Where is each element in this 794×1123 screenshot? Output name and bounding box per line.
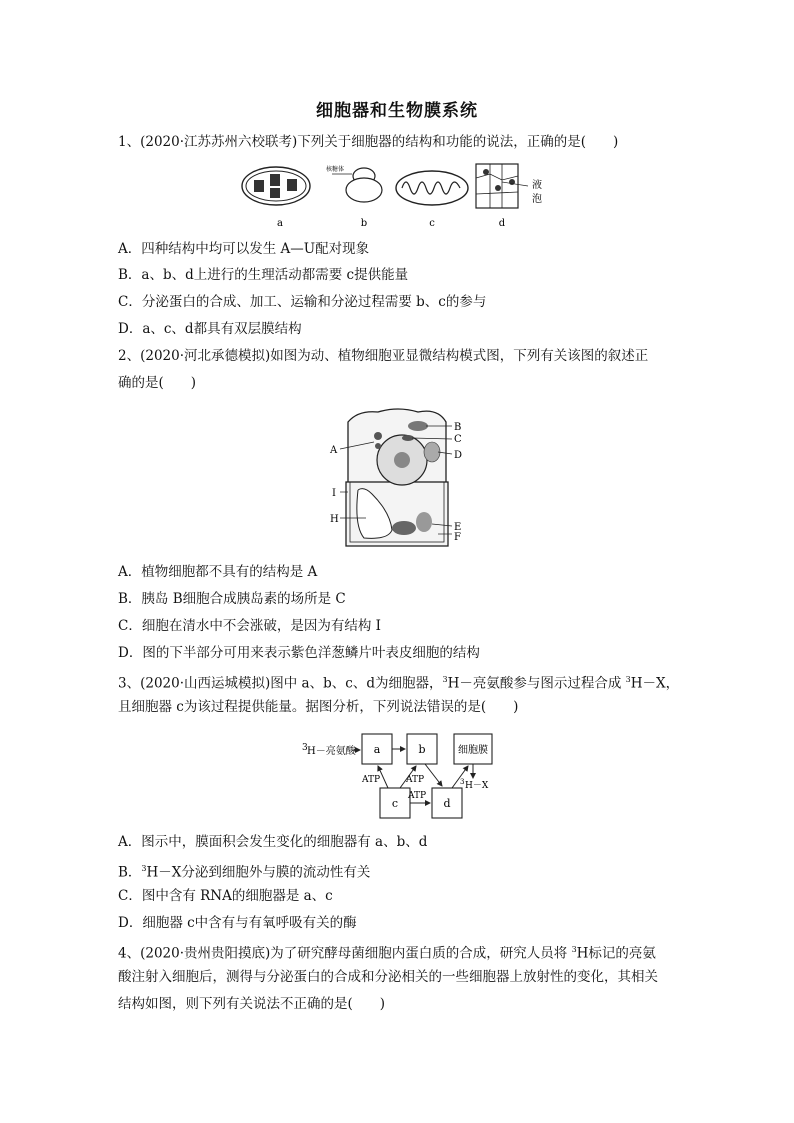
q3-stem-part3: H－X，	[630, 675, 680, 692]
q3-isotope-sup-1: 3	[442, 675, 448, 684]
q2-cell-figure	[328, 402, 468, 552]
q3-stem-part1: 3、(2020·山西运城模拟)图中 a、b、c、d为细胞器，	[118, 675, 443, 692]
q1-stem: 1、(2020·江苏苏州六校联考)下列关于细胞器的结构和功能的说法，正确的是( )	[118, 134, 619, 150]
q4-stem-line1	[118, 940, 678, 964]
fig-label-a: a	[277, 218, 283, 229]
atp-label-1: ATP	[362, 775, 381, 785]
q1-option-d: D．a、c、d都具有双层膜结构	[118, 321, 302, 337]
q3-option-d: D．细胞器 c中含有与有氧呼吸有关的酶	[118, 915, 357, 931]
flow-node-d: d	[443, 797, 451, 810]
q1-organelle-figure	[240, 160, 550, 235]
q3-option-b-sup: 3	[141, 864, 147, 873]
cell-label-h: H	[330, 514, 339, 525]
q2-stem-line1: 2、(2020·河北承德模拟)如图为动、植物细胞亚显微结构模式图，下列有关该图的叙述正	[118, 348, 649, 364]
atp-label-2: ATP	[406, 775, 425, 785]
q4-stem-part2: H标记的亮氨	[576, 945, 656, 962]
atp-label-3: ATP	[408, 791, 427, 801]
q1-option-c: C．分泌蛋白的合成、加工、运输和分泌过程需要 b、c的参与	[118, 294, 487, 310]
q1-option-a: A．四种结构中均可以发生 A—U配对现象	[118, 241, 370, 257]
cell-label-e: E	[454, 522, 462, 533]
output-sup: 3	[460, 778, 465, 786]
flow-input-sup: 3	[302, 743, 308, 753]
q4-stem-part1: 4、(2020·贵州贵阳摸底)为了研究酵母菌细胞内蛋白质的合成，研究人员将	[118, 945, 572, 962]
q3-option-c: C．图中含有 RNA的细胞器是 a、c	[118, 888, 333, 904]
cell-label-d: D	[454, 450, 463, 461]
q4-stem-line3: 结构如图，则下列有关说法不正确的是( )	[118, 996, 386, 1012]
q3-isotope-sup-2: 3	[625, 675, 631, 684]
cell-label-c: C	[454, 434, 462, 445]
q3-option-b-prefix: B．	[118, 864, 142, 881]
q3-option-a: A．图示中，膜面积会发生变化的细胞器有 a、b、d	[118, 834, 428, 850]
q3-stem-part2: H－亮氨酸参与图示过程合成	[447, 675, 626, 692]
flow-node-membrane: 细胞膜	[458, 745, 488, 756]
chloroplast-drawing	[242, 167, 310, 205]
cell-label-i: I	[332, 488, 336, 499]
q4-stem-line2: 酸注射入细胞后，测得与分泌蛋白的合成和分泌相关的一些细胞器上放射性的变化，其相关	[118, 969, 658, 985]
q3-option-b	[118, 859, 678, 883]
flow-node-a: a	[373, 743, 381, 756]
fig-label-d: d	[498, 218, 506, 229]
vacuole-label-1: 液	[532, 180, 542, 191]
q2-stem-line2: 确的是( )	[118, 375, 197, 391]
q2-option-b: B．胰岛 B细胞合成胰岛素的场所是 C	[118, 591, 346, 607]
ribosome-drawing	[326, 165, 382, 202]
fig-label-b: b	[360, 218, 368, 229]
vacuole-label-2: 泡	[532, 194, 542, 205]
cell-label-a: A	[330, 445, 338, 456]
q3-option-b-text: H－X分泌到细胞外与膜的流动性有关	[146, 864, 371, 881]
q2-option-c: C．细胞在清水中不会涨破，是因为有结构 I	[118, 618, 381, 634]
q2-option-d: D．图的下半部分可用来表示紫色洋葱鳞片叶表皮细胞的结构	[118, 645, 480, 661]
q3-stem-line1	[118, 670, 678, 694]
ribosome-tag: 核糖体	[326, 166, 345, 173]
flow-output-label: H－X	[465, 781, 489, 791]
cell-label-b: B	[454, 422, 462, 433]
q3-flow-diagram	[300, 726, 520, 822]
q3-stem-line2: 且细胞器 c为该过程提供能量。据图分析，下列说法错误的是( )	[118, 699, 519, 715]
flow-node-c: c	[391, 797, 399, 810]
q2-option-a: A．植物细胞都不具有的结构是 A	[118, 564, 318, 580]
q1-option-b: B．a、b、d上进行的生理活动都需要 c提供能量	[118, 267, 409, 283]
page-title: 细胞器和生物膜系统	[316, 101, 478, 121]
flow-input-label: H－亮氨酸	[307, 746, 356, 757]
mitochondrion-drawing	[396, 171, 468, 205]
flow-node-b: b	[418, 743, 426, 756]
fig-label-c: c	[429, 218, 435, 229]
cell-label-f: F	[454, 532, 461, 543]
q4-isotope-sup: 3	[571, 945, 577, 954]
plant-cell-drawing	[476, 164, 542, 208]
